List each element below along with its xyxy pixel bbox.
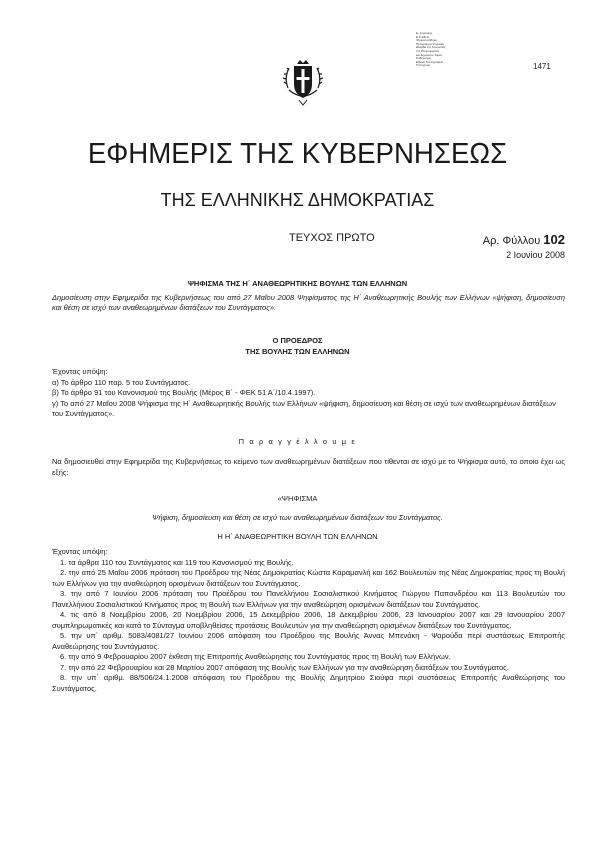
points-list (52, 547, 565, 694)
considering-block (52, 367, 565, 420)
list-item: 6. την από 9 Φεβρουαρίου 2007 έκθεση της Επιτροπής Αναθεώρησης του Συντάγματος προς τη Βουλή των Ελλήνων. (60, 652, 451, 661)
president-heading (30, 336, 565, 357)
psifisma-heading: «ΨΗΦΙΣΜΑ (277, 494, 318, 503)
stamp-line: Ε.Κ.ΕΦ.Δ. (416, 34, 430, 39)
gazette-title: ΕΦΗΜΕΡΙΣ ΤΗΣ ΚΥΒΕΡΝΗΣΕΩΣ (87, 138, 508, 170)
stamp-line: Ψηφιοποιήθηκε (416, 38, 437, 43)
considering-label: Έχοντας υπόψη: (52, 547, 108, 556)
stamp-line: Κυβέρνηση (416, 56, 432, 61)
page-number: 1471 (533, 62, 551, 71)
president-line: ΤΗΣ ΒΟΥΛΗΣ ΤΩΝ ΕΛΛΗΝΩΝ (245, 346, 350, 356)
list-item: 2. την από 25 Μαΐου 2006 πρόταση του Προέδρου της Νέας Δημοκρατίας Κώστα Καραμανλή και 162 Βουλευτών της Νέας Δημοκρατίας προς τη Βουλή των Ελλήνων για την αναθεώρηση ορισμένων διατάξεων του Συντάγματος. (52, 568, 565, 588)
publish-text: Να δημοσιευθεί στην Εφημερίδα της Κυβερνήσεως το κείμενο των αναθεωρημένων διατάξεων που τίθενται σε ισχύ με το Ψήφισμα αυτό, το οποίο έχει ως εξής: (52, 457, 565, 477)
digitization-stamp (416, 32, 486, 68)
parliament-heading: Η Η΄ ΑΝΑΘΕΩΡΗΤΙΚΗ ΒΟΥΛΗ ΤΩΝ ΕΛΛΗΝΩΝ (217, 532, 378, 541)
stamp-line: Ελλάδα της Κοινωνίας (416, 45, 446, 50)
sheet-number: 102 (543, 232, 565, 247)
list-item: 4. τις από 8 Νοεμβρίου 2006, 20 Νοεμβρίου 2006, 15 Δεκεμβρίου 2006, 18 Δεκεμβρίου 2006, 23 Ιανουαρίου 2007 και 29 Ιανουαρίου 2007 συμπληρωματικές και κατά το Σύνταγμα υποβληθείσες προτάσεις Βουλευτών για την αναθεώρηση ορισμένων διατάξεων του Συντάγματος. (52, 610, 565, 630)
considering-item: α) Το άρθρο 110 παρ. 5 του Συντάγματος. (52, 377, 191, 387)
gazette-subtitle: ΤΗΣ ΕΛΛΗΝΙΚΗΣ ΔΗΜΟΚΡΑΤΙΑΣ (160, 190, 435, 210)
considering-item: β) Το άρθρο 91 του Κανονισμού της Βουλής (Μέρος Β΄ - ΦΕΚ 51 Α΄/10.4.1997). (52, 388, 316, 397)
stamp-line: Εθνικό Τυπογραφείο (416, 59, 444, 64)
resolution-heading: ΨΗΦΙΣΜΑ ΤΗΣ Η΄ ΑΝΑΘΕΩΡΗΤΙΚΗΣ ΒΟΥΛΗΣ ΤΩΝ ΕΛΛΗΝΩΝ (187, 279, 408, 288)
stamp-line: της Πληροφορίας (416, 48, 440, 53)
list-item: 3. την από 7 Ιουνίου 2006 πρόταση του Προέδρου του Πανελλήνιου Σοσιαλιστικού Κινήματος Γιώργου Παπανδρέου και 113 Βουλευτών του Πανελλήνιου Σοσιαλιστικού Κινήματος προς τη Βουλή των Ελλήνων για την αναθεώρηση ορισμένων διατάξεων του Συντάγματος. (52, 589, 565, 609)
sheet-label: Αρ. Φύλλου (482, 235, 541, 247)
sheet-number-label (483, 232, 565, 247)
president-line: Ο ΠΡΟΕΔΡΟΣ (272, 336, 323, 345)
list-item: 7. την από 22 Φεβρουαρίου και 28 Μαρτίου 2007 απόφαση της Βουλής των Ελλήνων για την αναθεώρηση διατάξεων του Συντάγματος. (60, 662, 509, 672)
orders-heading: Π α ρ α γ γ έ λ λ ο υ μ ε (238, 437, 357, 446)
list-item: 8. την υπ΄ αριθμ. 88/506/24.1.2008 απόφαση του Προέδρου της Βουλής Δημητρίου Σιούφα περί συστάσεως Επιτροπής Αναθεώρησης του Συντάγματος. (52, 673, 565, 693)
greek-coat-of-arms-icon (281, 58, 325, 108)
stamp-line: Πρόγραμμα Ψηφιακή (416, 41, 445, 46)
stamp-line: Τυπογραφ. (416, 63, 431, 68)
stamp-line: και Δημόσιου Τομέα (416, 52, 443, 57)
publication-note: Δημοσίευση στην Εφημερίδα της Κυβερνήσεως του από 27 Μαΐου 2008 Ψηφίσματος της Η΄ Αναθεωρητικής Βουλής των Ελλήνων «ψήφιση, δημοσίευση και θέση σε ισχύ των αναθεωρημένων διατάξεων του Συντάγματος». (52, 293, 565, 313)
issue-date: 2 Ιουνίου 2008 (506, 250, 565, 260)
stamp-line: Ε. ψηφιακής (416, 31, 433, 35)
list-item: 5. την υπ΄ αριθμ. 5083/4081/27 Ιουνίου 2006 απόφαση του Προέδρου της Βουλής Άννας Μπενάκη - Ψαρούδα περί συστάσεως Επιτροπής Αναθεώρησης του Συντάγματος. (52, 631, 565, 651)
psifisma-subheading: Ψήφιση, δημοσίευση και θέση σε ισχύ των αναθεωρημένων διατάξεων του Συντάγματος. (152, 513, 443, 522)
issue-label: ΤΕΥΧΟΣ ΠΡΩΤΟ (289, 232, 375, 244)
considering-label: Έχοντας υπόψη: (52, 367, 108, 376)
list-item: 1. τα άρθρα 110 του Συντάγματος και 119 του Κανονισμού της Βουλής. (60, 557, 294, 567)
considering-item: γ) Το από 27 Μαΐου 2008 Ψήφισμα της Η΄ Αναθεωρητικής Βουλής των Ελλήνων «ψήφιση, δημοσίευση και θέση σε ισχύ των αναθεωρημένων διατάξεων του Συντάγματος». (52, 398, 556, 418)
